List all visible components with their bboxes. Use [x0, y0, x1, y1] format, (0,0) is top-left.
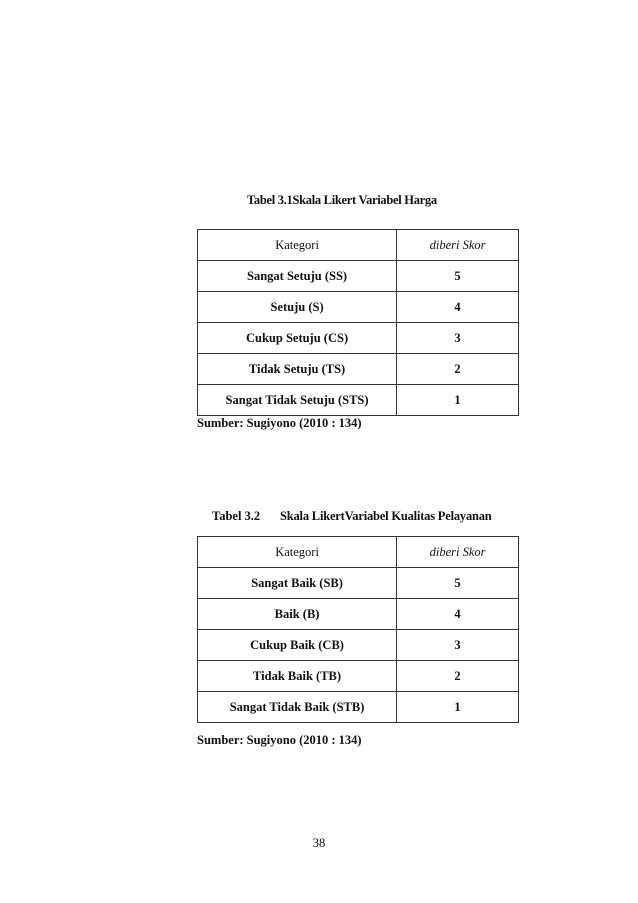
category-cell: Sangat Tidak Baik (STB): [198, 692, 397, 723]
table-header-row: [198, 537, 519, 568]
category-cell: Baik (B): [198, 599, 397, 630]
table-row: [198, 323, 519, 354]
score-cell: 1: [397, 692, 519, 723]
table-row: [198, 385, 519, 416]
score-cell: 3: [397, 323, 519, 354]
category-cell: Sangat Baik (SB): [198, 568, 397, 599]
table-row: [198, 292, 519, 323]
category-cell: Cukup Baik (CB): [198, 630, 397, 661]
table1-caption: Tabel 3.1Skala Likert Variabel Harga: [247, 193, 437, 207]
table2-caption-number: Tabel 3.2: [212, 509, 261, 523]
category-cell: Sangat Tidak Setuju (STS): [198, 385, 397, 416]
score-cell: 1: [397, 385, 519, 416]
table-row: [198, 599, 519, 630]
table-row: [198, 661, 519, 692]
table-row: [198, 692, 519, 723]
header-kategori: Kategori: [198, 537, 397, 568]
score-cell: 4: [397, 599, 519, 630]
likert-table-harga: [197, 229, 519, 416]
table1-source: Sumber: Sugiyono (2010 : 134): [197, 416, 362, 430]
likert-table-kualitas-pelayanan: [197, 536, 519, 723]
table-row: [198, 568, 519, 599]
table-header-row: [198, 230, 519, 261]
table-row: [198, 354, 519, 385]
header-diberi-skor: diberi Skor: [397, 230, 519, 261]
header-kategori: Kategori: [198, 230, 397, 261]
category-cell: Cukup Setuju (CS): [198, 323, 397, 354]
category-cell: Tidak Setuju (TS): [198, 354, 397, 385]
page-number: 38: [312, 836, 326, 850]
category-cell: Sangat Setuju (SS): [198, 261, 397, 292]
score-cell: 2: [397, 661, 519, 692]
score-cell: 5: [397, 261, 519, 292]
category-cell: Setuju (S): [198, 292, 397, 323]
table-row: [198, 261, 519, 292]
score-cell: 4: [397, 292, 519, 323]
table2-source: Sumber: Sugiyono (2010 : 134): [197, 733, 362, 747]
score-cell: 2: [397, 354, 519, 385]
table2-caption-title: Skala LikertVariabel Kualitas Pelayanan: [280, 509, 492, 523]
score-cell: 3: [397, 630, 519, 661]
table-row: [198, 630, 519, 661]
score-cell: 5: [397, 568, 519, 599]
category-cell: Tidak Baik (TB): [198, 661, 397, 692]
header-diberi-skor: diberi Skor: [397, 537, 519, 568]
